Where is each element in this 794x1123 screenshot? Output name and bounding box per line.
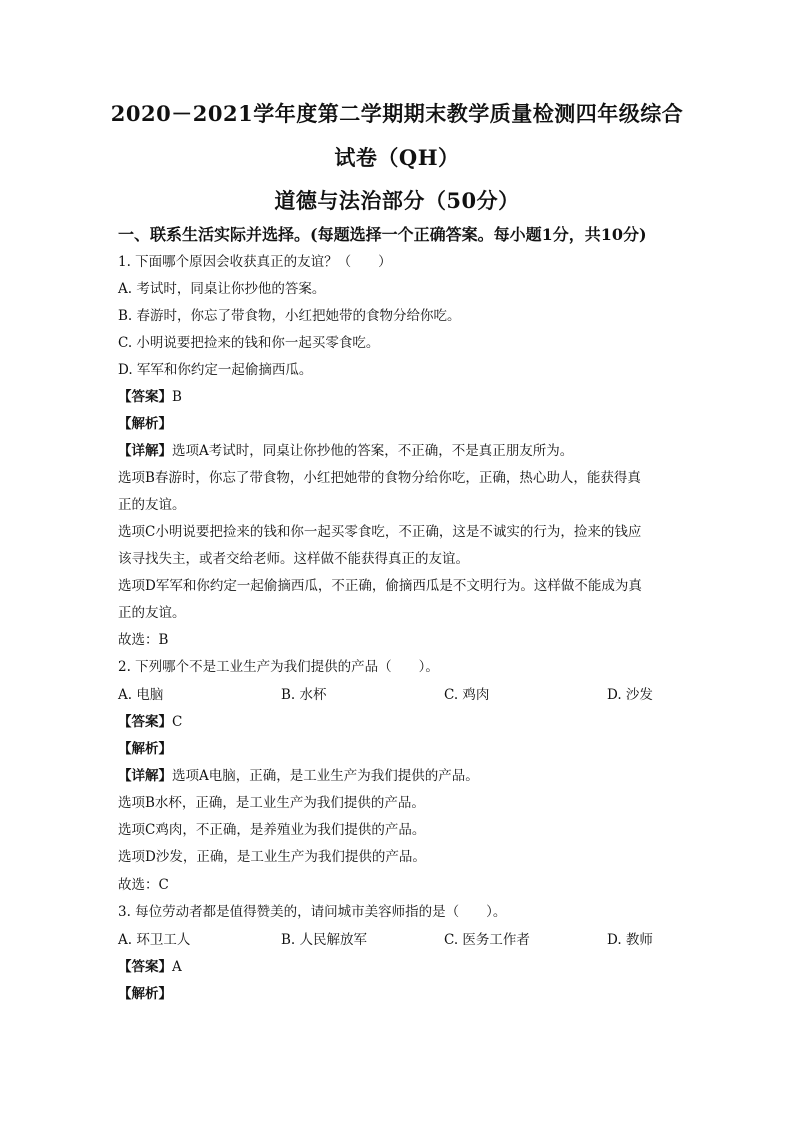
question-1-option-c: C. 小明说要把捡来的钱和你一起买零食吃。 (118, 335, 380, 351)
question-1-detail-1 (118, 442, 573, 460)
question-2-analysis-tag: 【解析】 (118, 741, 172, 757)
question-1-detail-4b: 正的友谊。 (118, 605, 186, 621)
question-1-option-a: A. 考试时，同桌让你抄他的答案。 (118, 281, 326, 297)
question-3-stem: 3. 每位劳动者都是值得赞美的，请问城市美容师指的是（ ）。 (118, 904, 507, 920)
question-3-option-c: C. 医务工作者 (444, 932, 530, 948)
question-1-detail-3b: 该寻找失主，或者交给老师。这样做不能获得真正的友谊。 (118, 551, 469, 567)
detail-text: 选项A电脑，正确，是工业生产为我们提供的产品。 (172, 768, 479, 784)
detail-tag: 【详解】 (118, 443, 172, 459)
question-3-option-b: B. 人民解放军 (281, 932, 368, 948)
question-3-option-d: D. 教师 (607, 932, 653, 948)
question-2-option-a: A. 电脑 (118, 687, 164, 703)
question-3-answer (118, 958, 182, 976)
question-1-analysis-tag: 【解析】 (118, 416, 172, 432)
question-1-stem: 1. 下面哪个原因会收获真正的友谊？（ ） (118, 254, 392, 270)
answer-value: C (172, 714, 183, 730)
question-1-option-d: D. 军军和你约定一起偷摘西瓜。 (118, 362, 313, 378)
answer-value: B (172, 389, 182, 405)
section-heading: 一、联系生活实际并选择。(每题选择一个正确答案。每小题1分，共10分) (118, 225, 647, 244)
question-2-answer (118, 713, 182, 731)
question-2-option-b: B. 水杯 (281, 687, 327, 703)
question-1-detail-4a: 选项D军军和你约定一起偷摘西瓜，不正确，偷摘西瓜是不文明行为。这样做不能成为真 (118, 578, 642, 594)
section-subtitle: 道德与法治部分（50分） (274, 188, 520, 213)
answer-tag: 【答案】 (118, 959, 172, 975)
question-1-detail-2b: 正的友谊。 (118, 497, 186, 513)
document-title-line2: 试卷（QH） (334, 145, 460, 170)
detail-text: 选项A考试时，同桌让你抄他的答案，不正确，不是真正朋友所为。 (172, 443, 574, 459)
question-3-option-a: A. 环卫工人 (118, 932, 191, 948)
question-2-detail-1 (118, 767, 479, 785)
answer-tag: 【答案】 (118, 714, 172, 730)
question-1-detail-2a: 选项B春游时，你忘了带食物，小红把她带的食物分给你吃，正确，热心助人，能获得真 (118, 470, 641, 486)
document-title-line1: 2020－2021学年度第二学期期末教学质量检测四年级综合 (110, 101, 684, 126)
question-1-option-b: B. 春游时，你忘了带食物，小红把她带的食物分给你吃。 (118, 308, 461, 324)
question-2-option-c: C. 鸡肉 (444, 687, 490, 703)
question-2-detail-3: 选项C鸡肉，不正确，是养殖业为我们提供的产品。 (118, 822, 426, 838)
question-2-final-answer: 故选：C (118, 877, 169, 893)
question-2-option-d: D. 沙发 (607, 687, 653, 703)
question-2-stem: 2. 下列哪个不是工业生产为我们提供的产品（ ）。 (118, 659, 439, 675)
question-2-detail-2: 选项B水杯，正确，是工业生产为我们提供的产品。 (118, 795, 425, 811)
question-3-analysis-tag: 【解析】 (118, 986, 172, 1002)
answer-tag: 【答案】 (118, 389, 172, 405)
question-1-detail-3a: 选项C小明说要把捡来的钱和你一起买零食吃，不正确，这是不诚实的行为，捡来的钱应 (118, 524, 642, 540)
answer-value: A (172, 959, 182, 975)
question-1-final-answer: 故选：B (118, 632, 169, 648)
detail-tag: 【详解】 (118, 768, 172, 784)
question-1-answer (118, 388, 182, 406)
question-2-detail-4: 选项D沙发，正确，是工业生产为我们提供的产品。 (118, 849, 426, 865)
